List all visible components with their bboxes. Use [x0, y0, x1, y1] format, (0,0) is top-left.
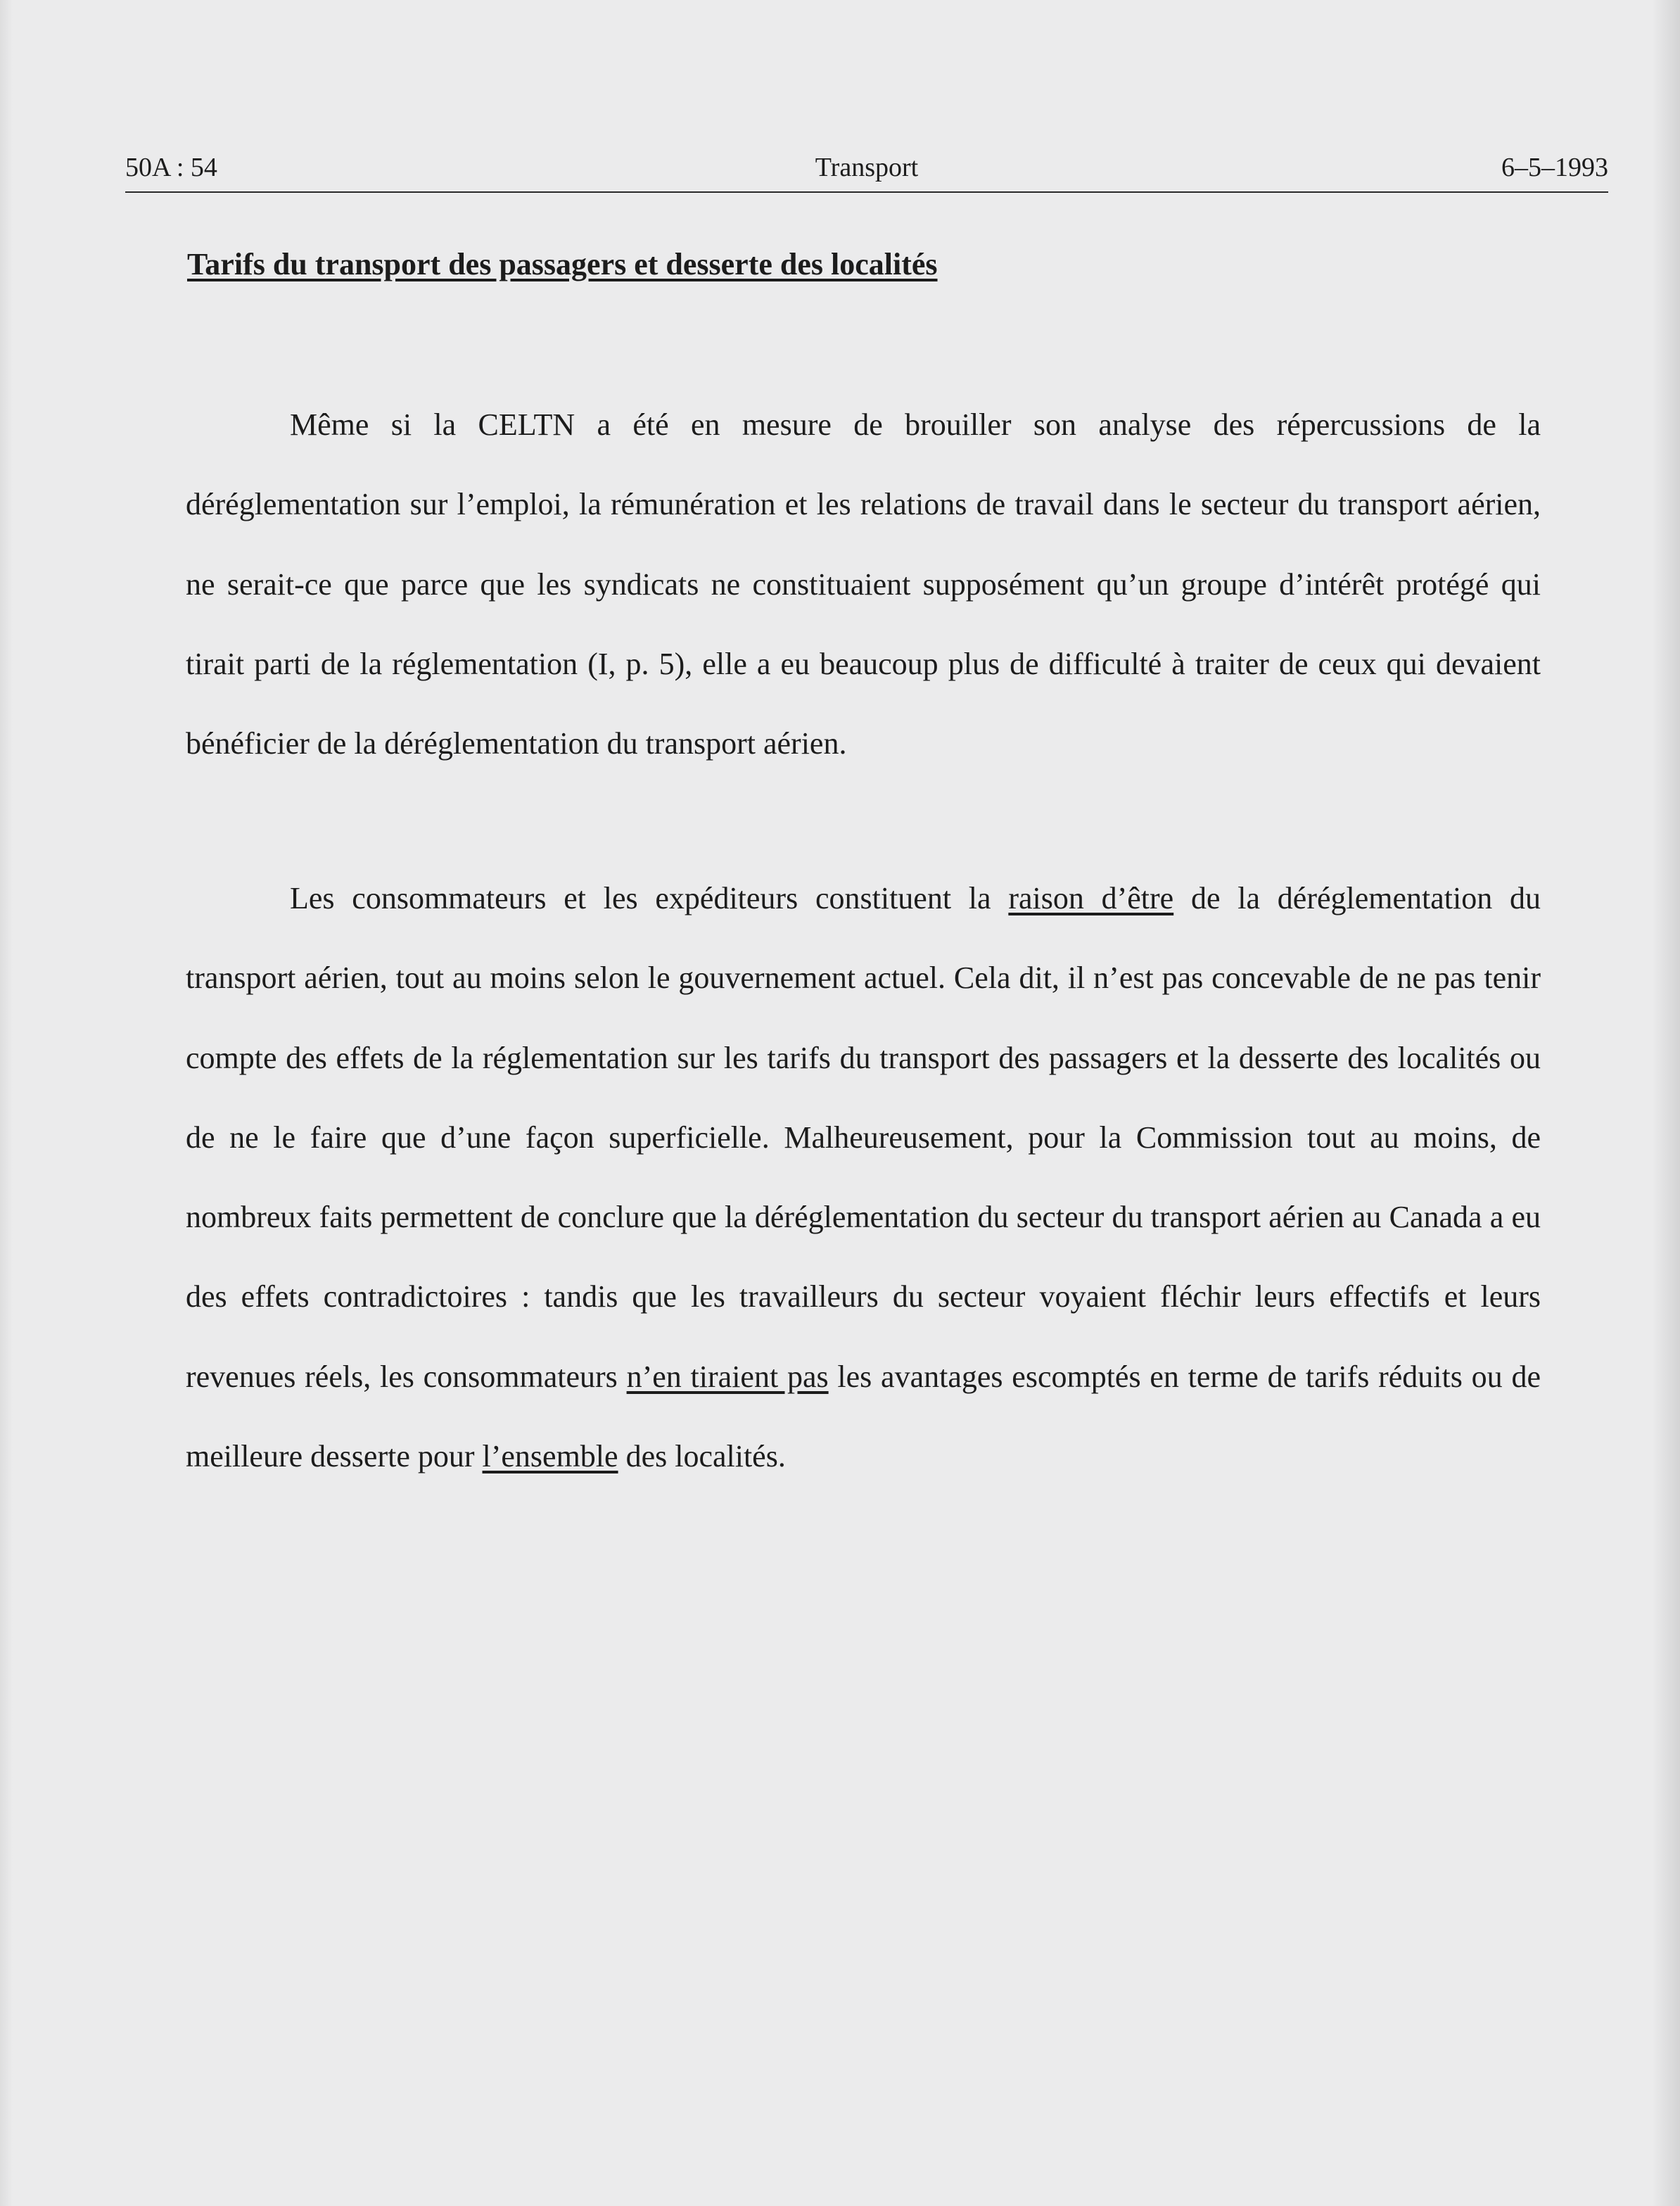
paragraph-2-text-c: les avantages escomptés en terme de tarifs réduits ou de meilleure desserte pour [186, 1359, 1541, 1474]
paragraph-2-text-b: de la déréglementation du transport aérien, tout au moins selon le gouvernement actuel. Cela dit, il n’est pas concevable de ne pas tenir compte des effets de la réglementation sur les tarifs du transport des passagers et la desserte des localités ou de ne le faire que d’une façon superficielle. Malheureusement, pour la Commission tout au moins, de nombreux faits permettent de conclure que la déréglementation du secteur du transport aérien au Canada a eu des effets contradictoires : tandis que les travailleurs du secteur voyaient fléchir leurs effectifs et leurs revenues réels, les consommateurs [186, 881, 1541, 1394]
paragraph-1 [186, 385, 1541, 783]
paragraph-2-text-a: Les consommateurs et les expéditeurs constituent la [290, 881, 1009, 915]
header-title: Transport [815, 153, 919, 182]
underlined-phrase-raison-detre: raison d’être [1008, 881, 1174, 915]
page-header [125, 149, 1608, 193]
page-number: 50A : 54 [125, 153, 217, 182]
underlined-phrase-lensemble: l’ensemble [482, 1439, 618, 1474]
underlined-phrase-nen-tiraient-pas: n’en tiraient pas [626, 1359, 829, 1394]
paragraph-2-text-d: des localités. [618, 1439, 786, 1474]
paragraph-2 [186, 858, 1541, 1496]
section-heading: Tarifs du transport des passagers et desserte des localités [187, 247, 938, 281]
paragraph-1-text: Même si la CELTN a été en mesure de brouiller son analyse des répercussions de la déréglementation sur l’emploi, la rémunération et les relations de travail dans le secteur du transport aérien, ne serait-ce que parce que les syndicats ne constituaient supposément qu’un groupe d’intérêt protégé qui tirait parti de la réglementation (I, p. 5), elle a eu beaucoup plus de difficulté à traiter de ceux qui devaient bénéficier de la déréglementation du transport aérien. [186, 407, 1541, 761]
header-date: 6–5–1993 [1501, 153, 1608, 182]
